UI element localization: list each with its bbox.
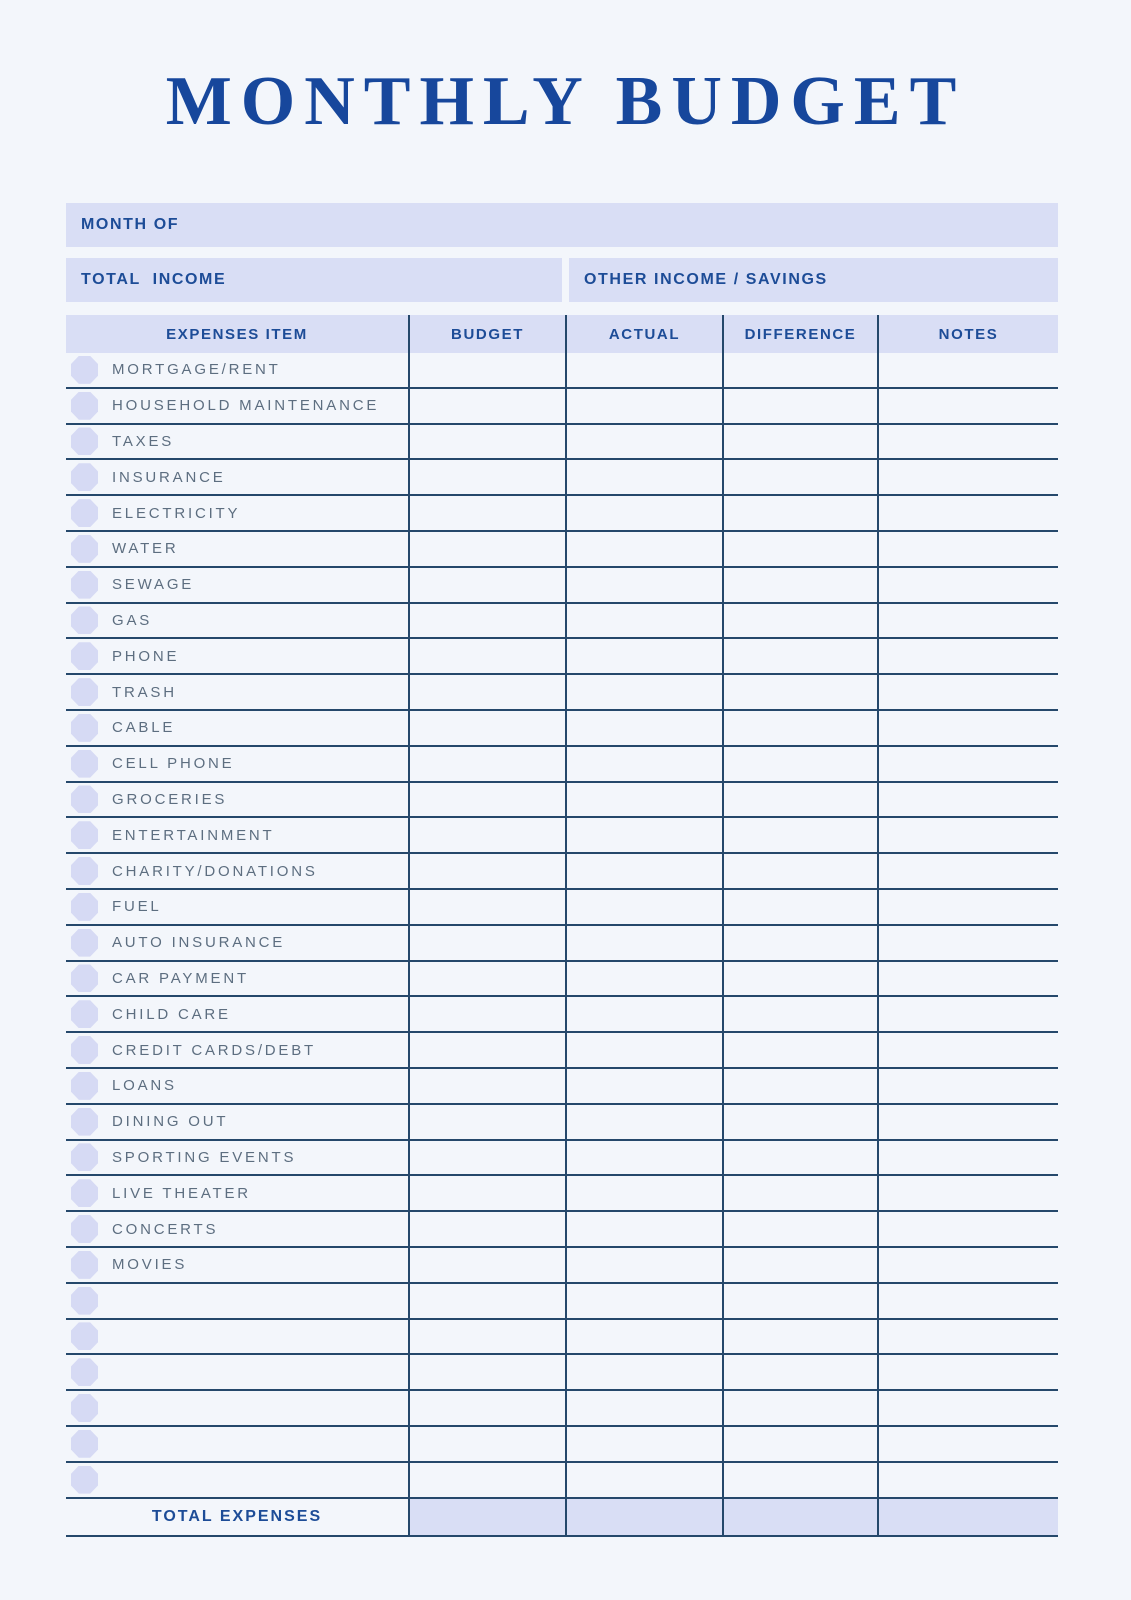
expense-rows (66, 353, 1058, 1499)
difference-cell (722, 1463, 877, 1497)
budget-cell (408, 1069, 565, 1103)
actual-cell (565, 1033, 722, 1067)
notes-cell (877, 604, 1058, 638)
table-row (66, 747, 1058, 783)
expense-item-cell (66, 1069, 408, 1103)
expense-item-cell (66, 962, 408, 996)
difference-cell (722, 1355, 877, 1389)
other-income-savings-label: OTHER INCOME / SAVINGS (584, 271, 828, 288)
notes-cell (877, 639, 1058, 673)
difference-cell (722, 425, 877, 459)
bullet-icon (71, 785, 98, 813)
expenses-table (66, 315, 1058, 1537)
expense-item-cell (66, 997, 408, 1031)
difference-cell (722, 1212, 877, 1246)
table-row (66, 1069, 1058, 1105)
difference-cell (722, 997, 877, 1031)
expense-item-label: CREDIT CARDS/DEBT (112, 1041, 317, 1059)
expense-item-cell (66, 425, 408, 459)
table-row (66, 425, 1058, 461)
expense-item-label: MOVIES (112, 1256, 188, 1274)
bullet-icon (71, 499, 98, 527)
bullet-icon (71, 606, 98, 634)
actual-cell (565, 1320, 722, 1354)
actual-cell (565, 604, 722, 638)
total-difference-cell (722, 1499, 877, 1535)
notes-cell (877, 854, 1058, 888)
table-row (66, 568, 1058, 604)
expense-item-label: WATER (112, 540, 179, 558)
header-cell-expenses-item: EXPENSES ITEM (166, 325, 308, 343)
table-row (66, 532, 1058, 568)
notes-cell (877, 425, 1058, 459)
bullet-icon (71, 857, 98, 885)
total-notes-cell (877, 1499, 1058, 1535)
table-row (66, 1176, 1058, 1212)
table-header-row (66, 315, 1058, 353)
budget-cell (408, 962, 565, 996)
bullet-icon (71, 929, 98, 957)
expense-item-cell (66, 711, 408, 745)
bullet-icon (71, 1036, 98, 1064)
difference-cell (722, 711, 877, 745)
table-row (66, 675, 1058, 711)
actual-cell (565, 854, 722, 888)
expense-item-cell (66, 604, 408, 638)
actual-cell (565, 496, 722, 530)
expense-item-label: ENTERTAINMENT (112, 826, 275, 844)
budget-cell (408, 1105, 565, 1139)
budget-cell (408, 890, 565, 924)
expense-item-cell (66, 639, 408, 673)
bullet-icon (71, 427, 98, 455)
actual-cell (565, 675, 722, 709)
table-row (66, 353, 1058, 389)
notes-cell (877, 532, 1058, 566)
difference-cell (722, 747, 877, 781)
actual-cell (565, 1069, 722, 1103)
expense-item-cell (66, 854, 408, 888)
bullet-icon (71, 1179, 98, 1207)
bullet-icon (71, 1358, 98, 1386)
expense-item-cell (66, 1212, 408, 1246)
difference-cell (722, 1141, 877, 1175)
notes-cell (877, 1463, 1058, 1497)
bullet-icon (71, 1143, 98, 1171)
expense-item-cell (66, 460, 408, 494)
budget-cell (408, 460, 565, 494)
total-expenses-label: TOTAL EXPENSES (151, 1507, 323, 1525)
other-income-savings-bar (569, 258, 1058, 302)
budget-cell (408, 783, 565, 817)
table-row (66, 1320, 1058, 1356)
notes-cell (877, 1284, 1058, 1318)
expense-item-label: CELL PHONE (112, 755, 235, 773)
bullet-icon (71, 1072, 98, 1100)
budget-cell (408, 568, 565, 602)
budget-cell (408, 1320, 565, 1354)
actual-cell (565, 532, 722, 566)
budget-cell (408, 604, 565, 638)
difference-cell (722, 1391, 877, 1425)
expense-item-label: CHARITY/DONATIONS (112, 862, 318, 880)
bullet-icon (71, 821, 98, 849)
table-row (66, 926, 1058, 962)
expense-item-cell (66, 675, 408, 709)
table-row (66, 962, 1058, 998)
expense-item-cell (66, 926, 408, 960)
difference-cell (722, 818, 877, 852)
expense-item-cell (66, 1033, 408, 1067)
table-row (66, 1105, 1058, 1141)
expense-item-label: INSURANCE (112, 468, 226, 486)
difference-cell (722, 890, 877, 924)
expense-item-label: DINING OUT (112, 1113, 229, 1131)
total-expenses-label-cell (66, 1499, 408, 1535)
budget-cell (408, 1427, 565, 1461)
actual-cell (565, 711, 722, 745)
bullet-icon (71, 1394, 98, 1422)
bullet-icon (71, 356, 98, 384)
expense-item-label: ELECTRICITY (112, 504, 241, 522)
expense-item-label: CABLE (112, 719, 176, 737)
table-row (66, 1463, 1058, 1499)
actual-cell (565, 353, 722, 387)
notes-cell (877, 890, 1058, 924)
actual-cell (565, 1463, 722, 1497)
header-cell-difference: DIFFERENCE (722, 315, 877, 353)
actual-cell (565, 1212, 722, 1246)
budget-cell (408, 747, 565, 781)
budget-cell (408, 1355, 565, 1389)
budget-cell (408, 532, 565, 566)
notes-cell (877, 926, 1058, 960)
expense-item-label: SEWAGE (112, 576, 195, 594)
notes-cell (877, 962, 1058, 996)
expense-item-cell (66, 1284, 408, 1318)
table-row (66, 1355, 1058, 1391)
expense-item-label: GAS (112, 611, 153, 629)
expense-item-cell (66, 1391, 408, 1425)
expense-item-label: SPORTING EVENTS (112, 1148, 297, 1166)
difference-cell (722, 1284, 877, 1318)
bullet-icon (71, 1215, 98, 1243)
total-expenses-row (66, 1499, 1058, 1537)
actual-cell (565, 1391, 722, 1425)
table-row (66, 711, 1058, 747)
table-row (66, 639, 1058, 675)
expense-item-label: CAR PAYMENT (112, 969, 249, 987)
difference-cell (722, 1427, 877, 1461)
actual-cell (565, 747, 722, 781)
bullet-icon (71, 678, 98, 706)
expense-item-label: HOUSEHOLD MAINTENANCE (112, 397, 380, 415)
expense-item-cell (66, 1248, 408, 1282)
header-cell-actual: ACTUAL (565, 315, 722, 353)
header-cell-budget: BUDGET (408, 315, 565, 353)
bullet-icon (71, 642, 98, 670)
expense-item-label: TRASH (112, 683, 177, 701)
expense-item-label: CONCERTS (112, 1220, 219, 1238)
actual-cell (565, 1141, 722, 1175)
notes-cell (877, 1033, 1058, 1067)
budget-cell (408, 1391, 565, 1425)
table-row (66, 783, 1058, 819)
expense-item-cell (66, 747, 408, 781)
difference-cell (722, 496, 877, 530)
total-budget-cell (408, 1499, 565, 1535)
notes-cell (877, 568, 1058, 602)
expense-item-cell (66, 890, 408, 924)
table-row (66, 389, 1058, 425)
notes-cell (877, 747, 1058, 781)
bullet-icon (71, 964, 98, 992)
total-income-bar (66, 258, 562, 302)
expense-item-label: CHILD CARE (112, 1005, 231, 1023)
table-row (66, 890, 1058, 926)
table-row (66, 496, 1058, 532)
notes-cell (877, 818, 1058, 852)
expense-item-cell (66, 389, 408, 423)
expense-item-cell (66, 496, 408, 530)
bullet-icon (71, 1466, 98, 1494)
expense-item-cell (66, 353, 408, 387)
budget-cell (408, 997, 565, 1031)
bullet-icon (71, 750, 98, 778)
difference-cell (722, 353, 877, 387)
budget-cell (408, 926, 565, 960)
expense-item-cell (66, 1320, 408, 1354)
expense-item-cell (66, 1355, 408, 1389)
actual-cell (565, 460, 722, 494)
expense-item-cell (66, 783, 408, 817)
difference-cell (722, 675, 877, 709)
notes-cell (877, 1355, 1058, 1389)
notes-cell (877, 1105, 1058, 1139)
bullet-icon (71, 571, 98, 599)
difference-cell (722, 1105, 877, 1139)
bullet-icon (71, 1251, 98, 1279)
table-row (66, 1427, 1058, 1463)
difference-cell (722, 1033, 877, 1067)
notes-cell (877, 1069, 1058, 1103)
actual-cell (565, 818, 722, 852)
notes-cell (877, 1248, 1058, 1282)
table-row (66, 854, 1058, 890)
table-row (66, 604, 1058, 640)
budget-cell (408, 1141, 565, 1175)
difference-cell (722, 1069, 877, 1103)
table-row (66, 1141, 1058, 1177)
table-row (66, 1248, 1058, 1284)
budget-cell (408, 854, 565, 888)
bullet-icon (71, 1108, 98, 1136)
budget-cell (408, 1284, 565, 1318)
difference-cell (722, 460, 877, 494)
difference-cell (722, 604, 877, 638)
difference-cell (722, 962, 877, 996)
expense-item-label: FUEL (112, 898, 162, 916)
expense-item-cell (66, 1463, 408, 1497)
actual-cell (565, 926, 722, 960)
difference-cell (722, 532, 877, 566)
notes-cell (877, 675, 1058, 709)
income-row (66, 258, 1058, 302)
actual-cell (565, 1176, 722, 1210)
expense-item-cell (66, 1141, 408, 1175)
actual-cell (565, 639, 722, 673)
expense-item-cell (66, 568, 408, 602)
table-row (66, 1391, 1058, 1427)
expense-item-cell (66, 532, 408, 566)
expense-item-label: GROCERIES (112, 790, 228, 808)
actual-cell (565, 1427, 722, 1461)
actual-cell (565, 425, 722, 459)
notes-cell (877, 1212, 1058, 1246)
table-row (66, 1212, 1058, 1248)
budget-cell (408, 1248, 565, 1282)
difference-cell (722, 783, 877, 817)
difference-cell (722, 639, 877, 673)
actual-cell (565, 568, 722, 602)
bullet-icon (71, 535, 98, 563)
notes-cell (877, 1176, 1058, 1210)
expense-item-label: MORTGAGE/RENT (112, 361, 281, 379)
actual-cell (565, 783, 722, 817)
bullet-icon (71, 714, 98, 742)
header-cell-notes: NOTES (877, 315, 1058, 353)
notes-cell (877, 1427, 1058, 1461)
actual-cell (565, 1105, 722, 1139)
difference-cell (722, 926, 877, 960)
budget-cell (408, 1463, 565, 1497)
expense-item-cell (66, 1176, 408, 1210)
actual-cell (565, 1284, 722, 1318)
difference-cell (722, 1176, 877, 1210)
total-actual-cell (565, 1499, 722, 1535)
total-income-label: TOTAL INCOME (81, 271, 227, 288)
budget-cell (408, 1212, 565, 1246)
actual-cell (565, 1355, 722, 1389)
notes-cell (877, 1391, 1058, 1425)
notes-cell (877, 389, 1058, 423)
difference-cell (722, 1248, 877, 1282)
budget-cell (408, 496, 565, 530)
expense-item-cell (66, 818, 408, 852)
budget-cell (408, 639, 565, 673)
budget-cell (408, 711, 565, 745)
difference-cell (722, 854, 877, 888)
budget-cell (408, 675, 565, 709)
difference-cell (722, 389, 877, 423)
table-row (66, 818, 1058, 854)
notes-cell (877, 783, 1058, 817)
bullet-icon (71, 1322, 98, 1350)
budget-cell (408, 389, 565, 423)
actual-cell (565, 1248, 722, 1282)
notes-cell (877, 460, 1058, 494)
bullet-icon (71, 463, 98, 491)
expense-item-cell (66, 1427, 408, 1461)
expense-item-label: AUTO INSURANCE (112, 934, 286, 952)
difference-cell (722, 1320, 877, 1354)
budget-cell (408, 353, 565, 387)
bullet-icon (71, 392, 98, 420)
month-of-label: MONTH OF (81, 216, 180, 233)
expense-item-label: TAXES (112, 432, 175, 450)
bullet-icon (71, 1287, 98, 1315)
notes-cell (877, 1141, 1058, 1175)
difference-cell (722, 568, 877, 602)
expense-item-cell (66, 1105, 408, 1139)
actual-cell (565, 997, 722, 1031)
table-row (66, 1033, 1058, 1069)
budget-cell (408, 1176, 565, 1210)
actual-cell (565, 962, 722, 996)
notes-cell (877, 496, 1058, 530)
bullet-icon (71, 1430, 98, 1458)
month-of-bar (66, 203, 1058, 247)
notes-cell (877, 711, 1058, 745)
bullet-icon (71, 1000, 98, 1028)
table-row (66, 1284, 1058, 1320)
page-title: MONTHLY BUDGET (165, 63, 966, 140)
table-row (66, 460, 1058, 496)
budget-cell (408, 1033, 565, 1067)
expense-item-label: LOANS (112, 1077, 177, 1095)
notes-cell (877, 353, 1058, 387)
expense-item-label: LIVE THEATER (112, 1184, 251, 1202)
expense-item-label: PHONE (112, 647, 180, 665)
notes-cell (877, 1320, 1058, 1354)
actual-cell (565, 389, 722, 423)
actual-cell (565, 890, 722, 924)
budget-cell (408, 425, 565, 459)
notes-cell (877, 997, 1058, 1031)
bullet-icon (71, 893, 98, 921)
table-row (66, 997, 1058, 1033)
budget-cell (408, 818, 565, 852)
